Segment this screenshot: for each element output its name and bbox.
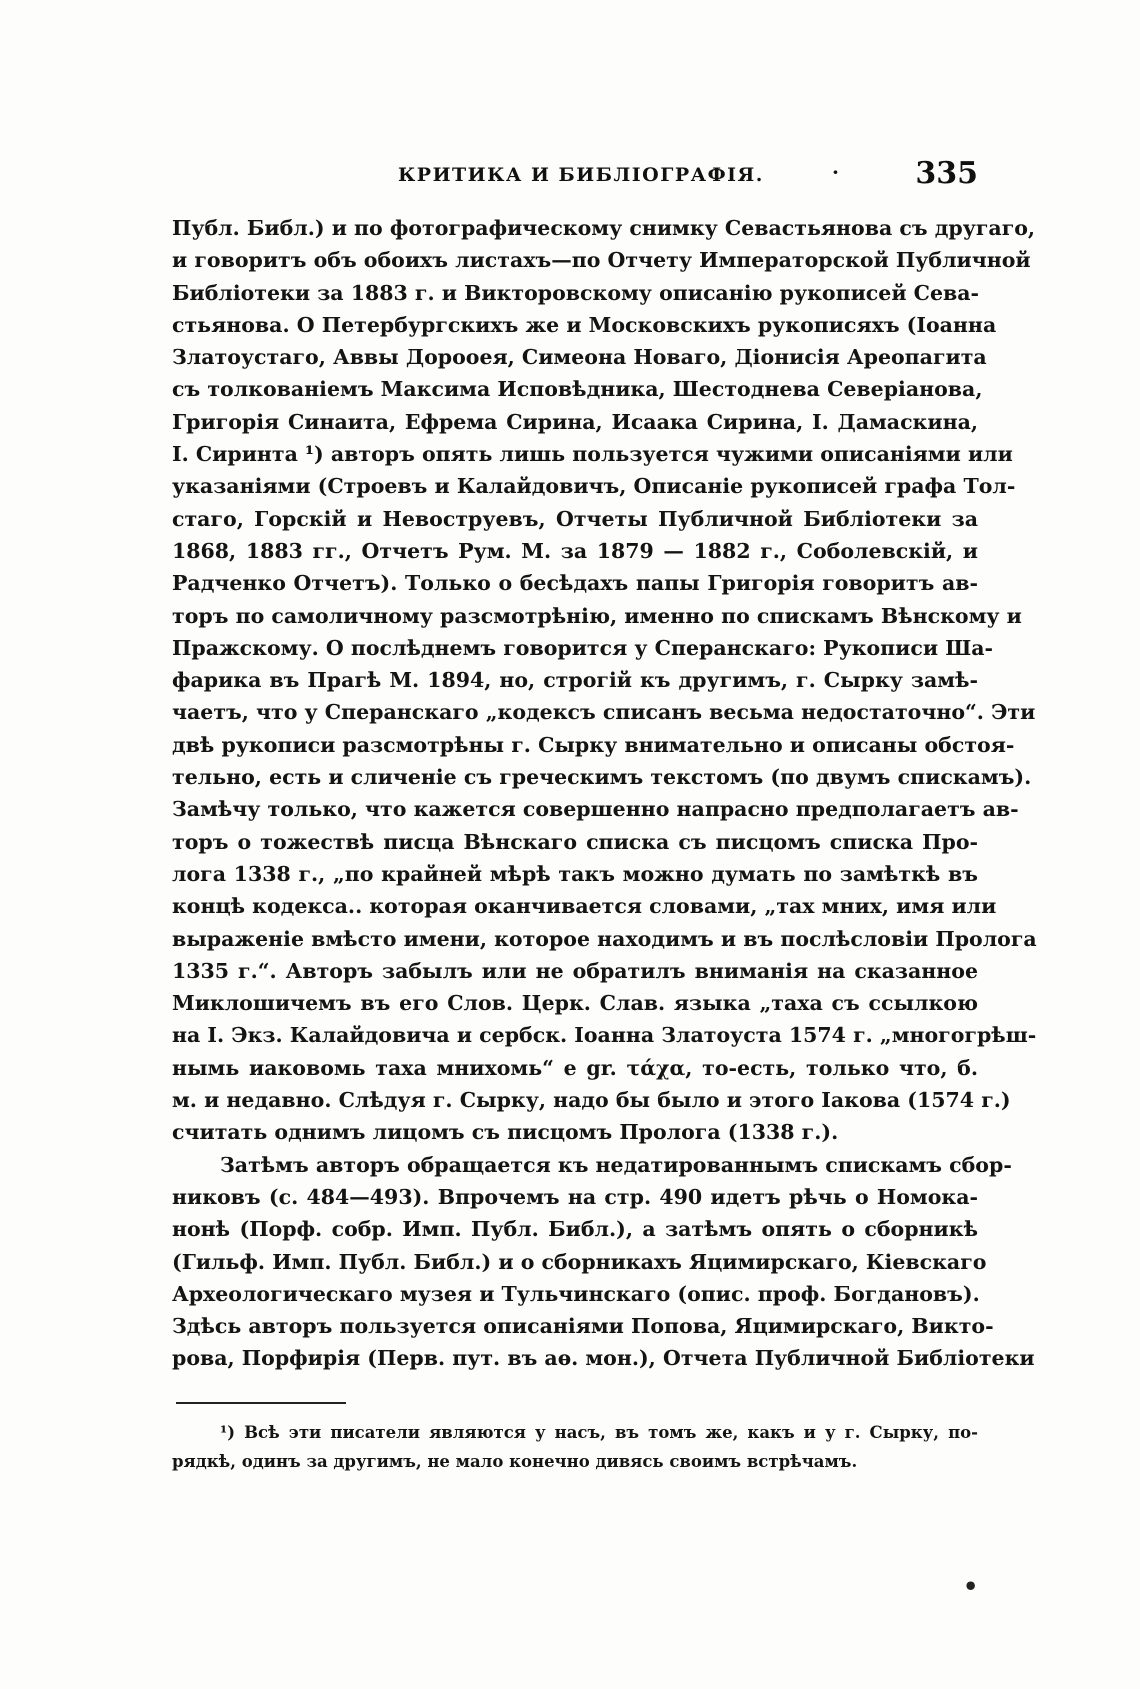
text-line: Публ. Библ.) и по фотографическому снимку Севастьянова съ другаго, (172, 216, 1036, 240)
text-line: на І. Экз. Калайдовича и сербск. Іоанна Златоуста 1574 г. „многогрѣш- (172, 1023, 1037, 1048)
text-line: нымь иаковомь таха мнихомь“ e gr. τάχα, то-есть, только что, б. (172, 1055, 978, 1080)
text-line: выраженіе вмѣсто имени, которое находимъ и въ послѣсловіи Пролога (172, 926, 1037, 951)
text-line: (Гильф. Имп. Публ. Библ.) и о сборникахъ Яцимирскаго, Кіевскаго (172, 1249, 987, 1274)
text-line: лога 1338 г., „по крайней мѣрѣ такъ можно думать по замѣткѣ въ (172, 861, 978, 886)
text-line: Радченко Отчетъ). Только о бесѣдахъ папы Григорія говоритъ ав- (172, 571, 978, 596)
text-line: 1335 г.“. Авторъ забылъ или не обратилъ вниманія на сказанное (172, 958, 978, 983)
paragraph-1 (172, 212, 1037, 1149)
text-line: Златоустаго, Аввы Дорооея, Симеона Новаго, Діонисія Ареопагита (172, 345, 987, 370)
running-head-title: КРИТИКА И БИБЛІОГРАФІЯ. (398, 164, 764, 186)
text-line: фарика въ Прагѣ М. 1894, но, строгій къ другимъ, г. Сырку замѣ- (172, 668, 978, 693)
paragraph-2 (172, 1149, 1035, 1375)
text-line: 1868, 1883 гг., Отчетъ Рум. М. за 1879 — 1882 г., Соболевскій, и (172, 538, 978, 563)
text-line: и говоритъ объ обоихъ листахъ—по Отчету Императорской Публичной (172, 248, 1031, 273)
text-line: стаго, Горскій и Невоструевъ, Отчеты Публичной Библіотеки за (172, 506, 978, 531)
running-head-dot: · (832, 160, 839, 184)
footnote-line: ¹) Всѣ эти писатели являются у насъ, въ томъ же, какъ и у г. Сырку, по- (220, 1423, 978, 1442)
text-line: съ толкованіемъ Максима Исповѣдника, Шестоднева Северіанова, (172, 377, 983, 402)
text-line: Здѣсь авторъ пользуется описаніями Попова, Яцимирскаго, Викто- (172, 1314, 994, 1339)
text-line: торъ о тожествѣ писца Вѣнскаго списка съ писцомъ списка Про- (172, 829, 978, 854)
running-head (172, 156, 978, 196)
page-number: 335 (915, 156, 978, 191)
text-line: торъ по самоличному разсмотрѣнію, именно по спискамъ Вѣнскому и (172, 603, 1022, 628)
text-line: Библіотеки за 1883 г. и Викторовскому описанію рукописей Сева- (172, 280, 980, 305)
text-line: тельно, есть и сличеніе съ греческимъ текстомъ (по двумъ спискамъ). (172, 765, 1032, 790)
text-line: нонѣ (Порф. собр. Имп. Публ. Библ.), а затѣмъ опять о сборникѣ (172, 1217, 978, 1242)
text-line: Замѣчу только, что кажется совершенно напрасно предполагаетъ ав- (172, 797, 1019, 822)
footnote (172, 1418, 978, 1476)
text-line: двѣ рукописи разсмотрѣны г. Сырку внимательно и описаны обстоя- (172, 732, 1015, 757)
body-text (172, 212, 1037, 1375)
text-line: Затѣмъ авторъ обращается къ недатированнымъ спискамъ сбор- (220, 1152, 1012, 1177)
text-line: чаетъ, что у Сперанскаго „кодексъ списанъ весьма недостаточно“. Эти (172, 700, 1036, 725)
text-line: І. Сиринта ¹) авторъ опять лишь пользуется чужими описаніями или (172, 442, 1013, 467)
text-line: м. и недавно. Слѣдуя г. Сырку, надо бы было и этого Іакова (1574 г.) (172, 1088, 1011, 1113)
footnote-line: рядкѣ, одинъ за другимъ, не мало конечно дивясь своимъ встрѣчамъ. (172, 1452, 858, 1471)
text-line: никовъ (с. 484—493). Впрочемъ на стр. 490 идетъ рѣчь о Номока- (172, 1184, 978, 1209)
text-line: считать однимъ лицомъ съ писцомъ Пролога (1338 г.). (172, 1120, 839, 1145)
corner-mark: • (963, 1572, 979, 1601)
text-line: концѣ кодекса.. которая оканчивается словами, „тах мних, имя или (172, 894, 997, 919)
text-line: стьянова. О Петербургскихъ же и Московскихъ рукописяхъ (Іоанна (172, 312, 997, 337)
text-line: указаніями (Строевъ и Калайдовичъ, Описаніе рукописей графа Тол- (172, 474, 1016, 499)
footnote-divider (176, 1402, 346, 1404)
text-line: Археологическаго музея и Тульчинскаго (опис. проф. Богдановъ). (172, 1281, 980, 1306)
text-line: Пражскому. О послѣднемъ говорится у Сперанскаго: Рукописи Ша- (172, 635, 993, 660)
text-line: Миклошичемъ въ его Слов. Церк. Слав. языка „таха съ ссылкою (172, 991, 978, 1016)
text-line: Григорія Синаита, Ефрема Сирина, Исаака Сирина, І. Дамаскина, (172, 409, 978, 434)
text-line: рова, Порфирія (Перв. пут. въ аѳ. мон.), Отчета Публичной Библіотеки (172, 1346, 1035, 1371)
